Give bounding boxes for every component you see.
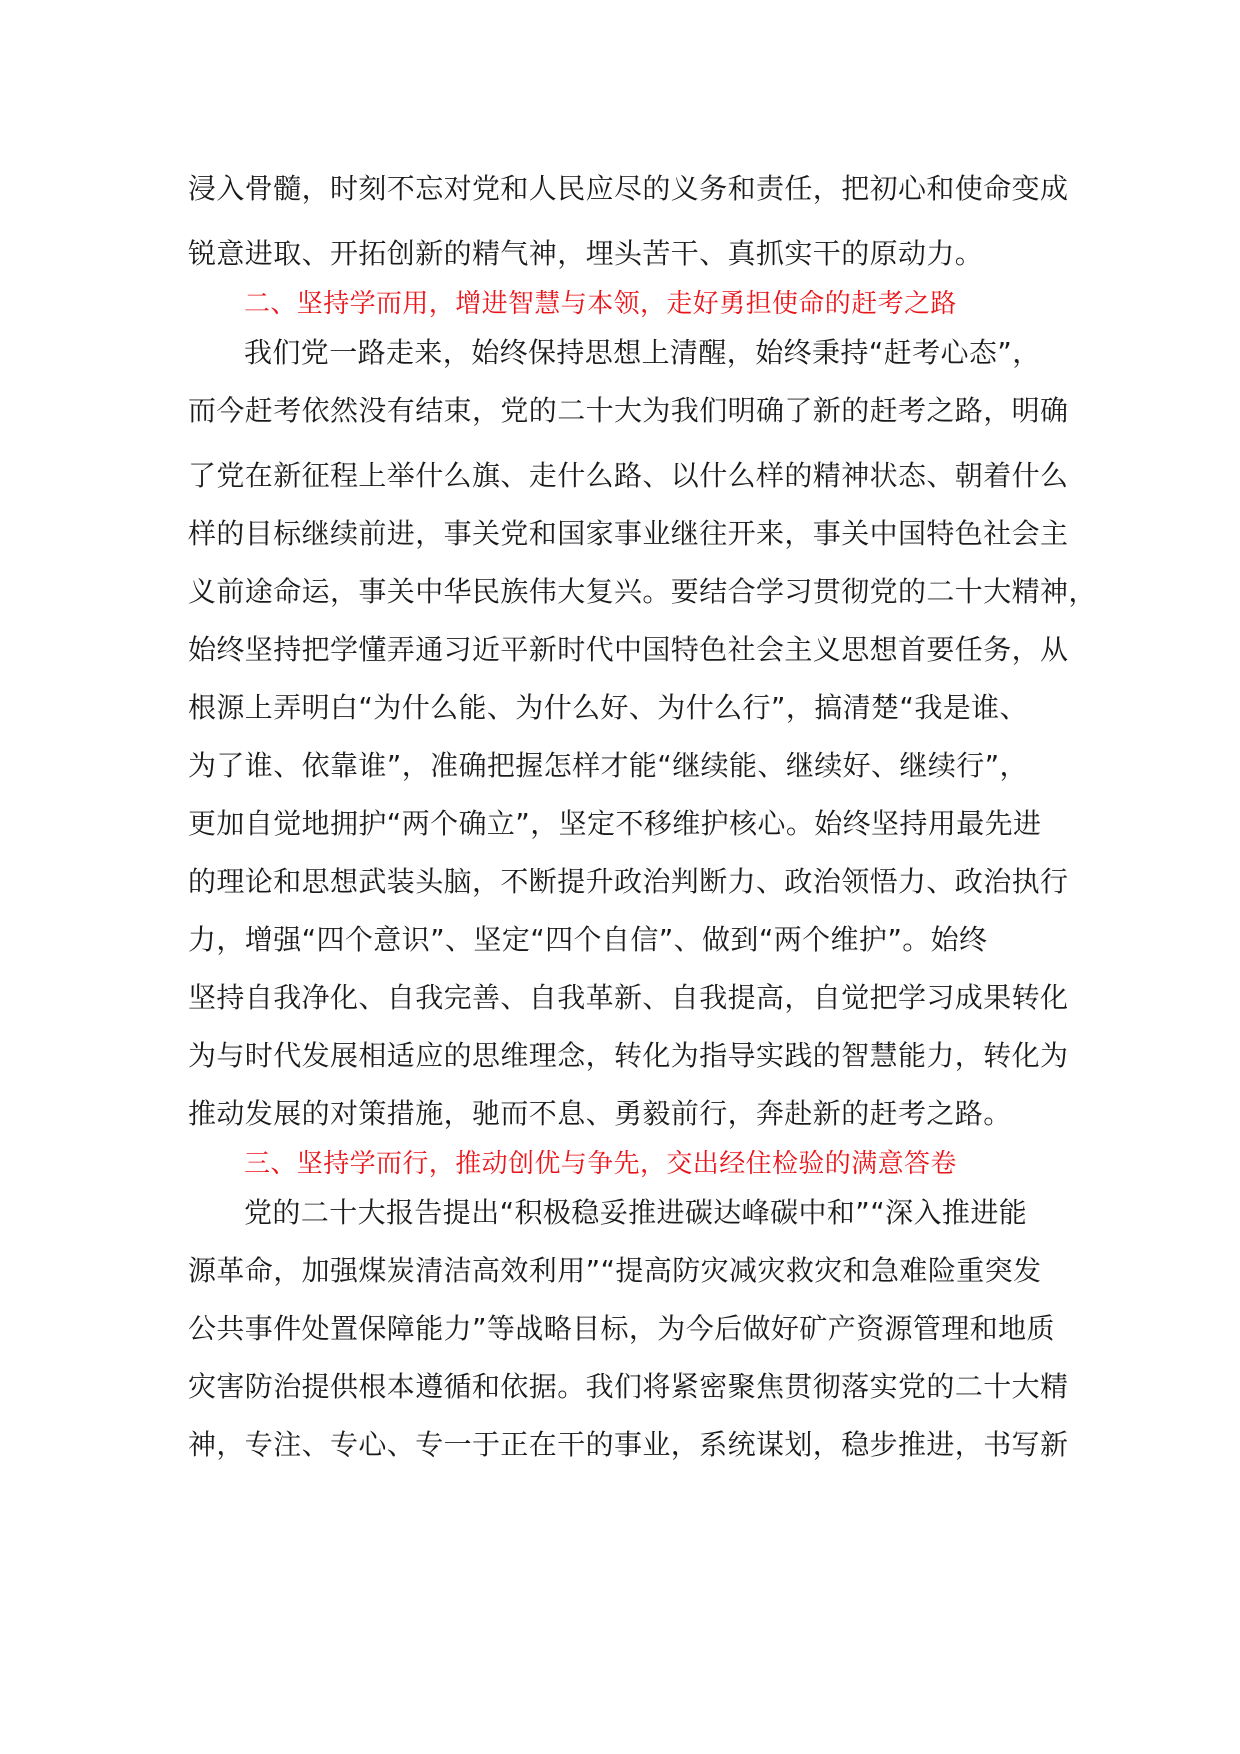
paragraph-line: 了党在新征程上举什么旗、走什么路、以什么样的精神状态、朝着什么	[188, 459, 1069, 492]
paragraph-line: 我们党一路走来，始终保持思想上清醒，始终秉持“赶考心态”，	[244, 336, 1041, 369]
paragraph-line: 公共事件处置保障能力”等战略目标，为今后做好矿产资源管理和地质	[188, 1312, 1055, 1345]
paragraph-line: 根源上弄明白“为什么能、为什么好、为什么行”，搞清楚“我是谁、	[188, 691, 1028, 724]
paragraph-line: 而今赶考依然没有结束，党的二十大为我们明确了新的赶考之路，明确	[188, 394, 1069, 427]
paragraph-line: 更加自觉地拥护“两个确立”，坚定不移维护核心。始终坚持用最先进	[188, 807, 1042, 840]
paragraph-line: 党的二十大报告提出“积极稳妥推进碳达峰碳中和”“深入推进能	[244, 1196, 1028, 1229]
paragraph-line: 样的目标继续前进，事关党和国家事业继往开来，事关中国特色社会主	[188, 517, 1069, 550]
document-page	[188, 168, 1097, 1482]
section-heading-3: 三、坚持学而行，推动创优与争先，交出经住检验的满意答卷	[244, 1149, 957, 1179]
section-heading-2: 二、坚持学而用，增进智慧与本领，走好勇担使命的赶考之路	[244, 289, 957, 319]
paragraph-line: 灾害防治提供根本遵循和依据。我们将紧密聚焦贯彻落实党的二十大精	[188, 1370, 1069, 1403]
paragraph-line: 源革命，加强煤炭清洁高效利用”“提高防灾减灾救灾和急难险重突发	[188, 1254, 1042, 1287]
paragraph-line: 的理论和思想武装头脑，不断提升政治判断力、政治领悟力、政治执行	[188, 865, 1069, 898]
paragraph-line: 始终坚持把学懂弄通习近平新时代中国特色社会主义思想首要任务，从	[188, 633, 1069, 666]
paragraph-line: 推动发展的对策措施，驰而不息、勇毅前行，奔赴新的赶考之路。	[188, 1097, 1012, 1130]
paragraph-line: 为与时代发展相适应的思维理念，转化为指导实践的智慧能力，转化为	[188, 1039, 1069, 1072]
paragraph-line: 浸入骨髓，时刻不忘对党和人民应尽的义务和责任，把初心和使命变成	[188, 172, 1069, 205]
paragraph-line: 锐意进取、开拓创新的精气神，埋头苦干、真抓实干的原动力。	[188, 237, 984, 270]
paragraph-line: 神，专注、专心、专一于正在干的事业，系统谋划，稳步推进，书写新	[188, 1428, 1069, 1461]
paragraph-line: 为了谁、依靠谁”，准确把握怎样才能“继续能、继续好、继续行”，	[188, 749, 1028, 782]
paragraph-line: 力，增强“四个意识”、坚定“四个自信”、做到“两个维护”。始终	[188, 923, 988, 956]
paragraph-line: 坚持自我净化、自我完善、自我革新、自我提高，自觉把学习成果转化	[188, 981, 1069, 1014]
paragraph-line: 义前途命运，事关中华民族伟大复兴。要结合学习贯彻党的二十大精神，	[188, 575, 1097, 608]
